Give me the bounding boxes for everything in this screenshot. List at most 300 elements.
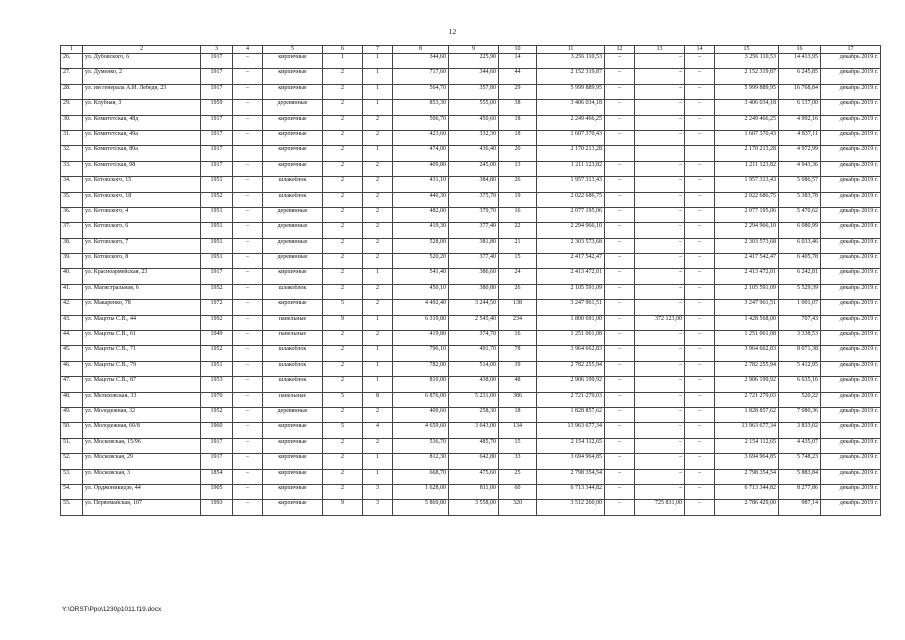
cell-deadline: декабрь 2019 г. <box>821 377 881 392</box>
cell-floors: 2 <box>323 207 363 222</box>
cell-total-cost: 2 077 195,06 <box>537 207 605 222</box>
cell-deadline: декабрь 2019 г. <box>821 392 881 407</box>
cell-entrances: 2 <box>363 407 393 422</box>
cell-col-13 <box>635 146 685 161</box>
cell-total-area: 409,60 <box>393 407 449 422</box>
cell-total-cost: 3 512 260,00 <box>537 500 605 515</box>
table-row <box>61 269 881 284</box>
cell-fund-cost: 1 211 123,82 <box>715 161 779 176</box>
cell-total-cost: 2 413 472,01 <box>537 269 605 284</box>
cell-address: ул. Мацоты С.В., 61 <box>83 331 201 346</box>
header-cell-14: 14 <box>685 46 715 54</box>
cell-col-13: – <box>635 84 685 99</box>
cell-fund-cost: 3 256 110,53 <box>715 54 779 69</box>
cell-deadline: декабрь 2019 г. <box>821 284 881 299</box>
cell-row-number: 43. <box>61 315 83 330</box>
cell-col-13: – <box>635 100 685 115</box>
cell-cost-per-m2: 16 768,84 <box>779 84 821 99</box>
cell-entrances: 1 <box>363 84 393 99</box>
cell-row-number: 39. <box>61 254 83 269</box>
cell-living-area: 384,80 <box>449 177 499 192</box>
cell-deadline: декабрь 2019 г. <box>821 454 881 469</box>
cell-col-12: – <box>605 269 635 284</box>
cell-wall-material: шлакоблок <box>263 346 323 361</box>
cell-wall-material: деревянные <box>263 254 323 269</box>
header-cell-4: 4 <box>233 46 263 54</box>
cell-build-year: 1952 <box>201 192 233 207</box>
cell-fund-cost: 1 828 857,62 <box>715 407 779 422</box>
cell-col-12: – <box>605 454 635 469</box>
cell-col-4: – <box>233 469 263 484</box>
cell-col-12: – <box>605 407 635 422</box>
cell-living-area: 2 545,40 <box>449 315 499 330</box>
cell-build-year: 1917 <box>201 454 233 469</box>
cell-col-12: – <box>605 177 635 192</box>
cell-total-area: 853,30 <box>393 100 449 115</box>
cell-residents: 234 <box>499 315 537 330</box>
header-cell-7: 7 <box>363 46 393 54</box>
header-cell-16: 16 <box>779 46 821 54</box>
cell-living-area: 381,80 <box>449 238 499 253</box>
cell-build-year: 1952 <box>201 284 233 299</box>
cell-col-13: – <box>635 269 685 284</box>
cell-wall-material: кирпичные <box>263 454 323 469</box>
cell-build-year: 1951 <box>201 207 233 222</box>
cell-wall-material: деревянные <box>263 407 323 422</box>
cell-wall-material: панельные <box>263 392 323 407</box>
cell-deadline: декабрь 2019 г. <box>821 69 881 84</box>
header-cell-8: 8 <box>393 46 449 54</box>
cell-row-number: 48. <box>61 392 83 407</box>
cell-entrances: 1 <box>363 361 393 376</box>
cell-residents: 16 <box>499 207 537 222</box>
cell-col-12: – <box>605 377 635 392</box>
cell-address: ул. Мацоты С.В., 87 <box>83 377 201 392</box>
cell-entrances: 2 <box>363 238 393 253</box>
cell-col-14: – <box>685 223 715 238</box>
cell-col-4: – <box>233 161 263 176</box>
cell-wall-material: кирпичные <box>263 161 323 176</box>
cell-residents: 19 <box>499 192 537 207</box>
cell-col-4 <box>233 146 263 161</box>
cell-residents: 138 <box>499 300 537 315</box>
cell-total-cost: 1 607 370,43 <box>537 130 605 145</box>
cell-col-13: – <box>635 484 685 499</box>
cell-row-number: 33. <box>61 161 83 176</box>
cell-col-4: – <box>233 423 263 438</box>
cell-col-12: – <box>605 315 635 330</box>
table-row <box>61 177 881 192</box>
cell-col-4: – <box>233 377 263 392</box>
cell-col-12: – <box>605 254 635 269</box>
cell-build-year: 1970 <box>201 392 233 407</box>
table-row <box>61 192 881 207</box>
cell-address: ул. Котовского, 4 <box>83 207 201 222</box>
cell-col-4: – <box>233 130 263 145</box>
cell-address: ул. Мацоты С.В., 44 <box>83 315 201 330</box>
cell-entrances: 1 <box>363 54 393 69</box>
cell-row-number: 50. <box>61 423 83 438</box>
cell-address: ул. Котовского, 15 <box>83 177 201 192</box>
cell-total-area: 520,20 <box>393 254 449 269</box>
header-cell-15: 15 <box>715 46 779 54</box>
table-row <box>61 500 881 515</box>
header-cell-1: 1 <box>61 46 83 54</box>
cell-deadline: декабрь 2019 г. <box>821 84 881 99</box>
cell-address: ул. им генерала А.И. Лебедя, 23 <box>83 84 201 99</box>
cell-col-13: – <box>635 207 685 222</box>
cell-col-12: – <box>605 115 635 130</box>
cell-floors: 2 <box>323 361 363 376</box>
cell-residents: 14 <box>499 54 537 69</box>
cell-col-4: – <box>233 315 263 330</box>
cell-fund-cost: 2 413 472,01 <box>715 269 779 284</box>
cell-col-12: – <box>605 438 635 453</box>
cell-address: ул. Котовского, 7 <box>83 238 201 253</box>
header-cell-5: 5 <box>263 46 323 54</box>
header-row <box>61 46 881 54</box>
cell-build-year: 1951 <box>201 254 233 269</box>
table-row <box>61 84 881 99</box>
cell-col-14: – <box>685 207 715 222</box>
cell-wall-material: панельные <box>263 315 323 330</box>
cell-cost-per-m2: 4 943,36 <box>779 161 821 176</box>
cell-col-13: – <box>635 300 685 315</box>
cell-build-year: 1952 <box>201 407 233 422</box>
cell-residents: 21 <box>499 238 537 253</box>
cell-col-14: – <box>685 454 715 469</box>
cell-total-cost: 2 906 199,92 <box>537 377 605 392</box>
cell-col-13: – <box>635 407 685 422</box>
cell-row-number: 55. <box>61 500 83 515</box>
cell-col-14: – <box>685 130 715 145</box>
cell-build-year: 1951 <box>201 177 233 192</box>
cell-cost-per-m2: 6 405,78 <box>779 254 821 269</box>
cell-entrances: 3 <box>363 484 393 499</box>
header-cell-13: 13 <box>635 46 685 54</box>
cell-row-number: 40. <box>61 269 83 284</box>
cell-total-area: 440,30 <box>393 192 449 207</box>
cell-total-area: 536,70 <box>393 438 449 453</box>
cell-wall-material: деревянные <box>263 238 323 253</box>
cell-living-area: 438,00 <box>449 377 499 392</box>
cell-residents: 16 <box>499 331 537 346</box>
cell-row-number: 35. <box>61 192 83 207</box>
cell-col-12: – <box>605 346 635 361</box>
cell-address: ул. Первомайская, 107 <box>83 500 201 515</box>
table-row <box>61 69 881 84</box>
cell-cost-per-m2: 5 529,39 <box>779 284 821 299</box>
cell-fund-cost: 2 906 199,92 <box>715 377 779 392</box>
cell-address: ул. Думенко, 2 <box>83 69 201 84</box>
cell-living-area: 258,30 <box>449 407 499 422</box>
cell-col-13: – <box>635 238 685 253</box>
cell-fund-cost: 3 247 961,51 <box>715 300 779 315</box>
cell-build-year: 1953 <box>201 377 233 392</box>
cell-col-4: – <box>233 454 263 469</box>
cell-col-13: – <box>635 438 685 453</box>
cell-fund-cost: 5 999 889,95 <box>715 84 779 99</box>
cell-residents: 13 <box>499 161 537 176</box>
cell-fund-cost: 1 957 313,43 <box>715 177 779 192</box>
cell-row-number: 42. <box>61 300 83 315</box>
cell-floors: 2 <box>323 269 363 284</box>
cell-fund-cost: 3 694 964,85 <box>715 454 779 469</box>
cell-row-number: 45. <box>61 346 83 361</box>
cell-total-cost: 2 417 542,47 <box>537 254 605 269</box>
cell-wall-material: кирпичные <box>263 54 323 69</box>
cell-fund-cost: 1 251 061,08 <box>715 331 779 346</box>
cell-build-year: 1854 <box>201 469 233 484</box>
cell-total-area: 782,00 <box>393 361 449 376</box>
cell-fund-cost: 2 105 591,09 <box>715 284 779 299</box>
cell-total-cost: 1 211 123,82 <box>537 161 605 176</box>
cell-fund-cost: 13 963 677,34 <box>715 423 779 438</box>
cell-address: ул. Мацоты С.В., 71 <box>83 346 201 361</box>
cell-col-4: – <box>233 223 263 238</box>
cell-total-area: 482,00 <box>393 207 449 222</box>
cell-deadline: декабрь 2019 г. <box>821 254 881 269</box>
cell-residents: 22 <box>499 223 537 238</box>
cell-col-12: – <box>605 69 635 84</box>
cell-row-number: 53. <box>61 469 83 484</box>
cell-total-area: 474,00 <box>393 146 449 161</box>
cell-col-13: – <box>635 54 685 69</box>
cell-col-12: – <box>605 392 635 407</box>
cell-living-area: 377,40 <box>449 223 499 238</box>
cell-col-12: – <box>605 423 635 438</box>
cell-living-area: 225,90 <box>449 54 499 69</box>
cell-total-area: 528,00 <box>393 238 449 253</box>
cell-deadline: декабрь 2019 г. <box>821 300 881 315</box>
cell-col-14: – <box>685 238 715 253</box>
cell-col-14: – <box>685 69 715 84</box>
cell-total-area: 431,10 <box>393 177 449 192</box>
cell-total-cost: 2 249 466,25 <box>537 115 605 130</box>
cell-col-12: – <box>605 130 635 145</box>
cell-col-4: – <box>233 100 263 115</box>
table-row <box>61 207 881 222</box>
cell-total-cost: 3 247 961,51 <box>537 300 605 315</box>
cell-row-number: 32. <box>61 146 83 161</box>
cell-col-12: – <box>605 161 635 176</box>
cell-living-area: 475,60 <box>449 469 499 484</box>
cell-deadline: декабрь 2019 г. <box>821 500 881 515</box>
cell-entrances: 4 <box>363 423 393 438</box>
cell-deadline: декабрь 2019 г. <box>821 438 881 453</box>
cell-entrances: 2 <box>363 254 393 269</box>
register-table <box>60 45 881 516</box>
cell-col-13: – <box>635 161 685 176</box>
cell-wall-material: кирпичные <box>263 438 323 453</box>
cell-fund-cost: 3 964 662,83 <box>715 346 779 361</box>
cell-address: ул. Молодежная, 32 <box>83 407 201 422</box>
cell-address: ул. Комитетская, 49а <box>83 130 201 145</box>
cell-cost-per-m2: 1 001,07 <box>779 300 821 315</box>
cell-address: ул. Котовского, 6 <box>83 223 201 238</box>
cell-build-year: 1951 <box>201 223 233 238</box>
cell-deadline: декабрь 2019 г. <box>821 54 881 69</box>
cell-total-cost: 3 406 034,18 <box>537 100 605 115</box>
cell-cost-per-m2: 8 071,38 <box>779 346 821 361</box>
cell-fund-cost: 2 786 429,00 <box>715 500 779 515</box>
cell-row-number: 29. <box>61 100 83 115</box>
cell-residents: 15 <box>499 438 537 453</box>
cell-deadline: декабрь 2019 г. <box>821 207 881 222</box>
cell-col-14: – <box>685 392 715 407</box>
cell-cost-per-m2: 5 470,62 <box>779 207 821 222</box>
cell-fund-cost: 1 428 568,00 <box>715 315 779 330</box>
table-row <box>61 161 881 176</box>
cell-col-13: – <box>635 284 685 299</box>
cell-row-number: 27. <box>61 69 83 84</box>
cell-residents: 39 <box>499 361 537 376</box>
cell-residents: 60 <box>499 484 537 499</box>
cell-residents: 24 <box>499 269 537 284</box>
cell-floors: 2 <box>323 177 363 192</box>
cell-build-year: 1917 <box>201 146 233 161</box>
cell-col-4: – <box>233 284 263 299</box>
cell-wall-material: шлакоблок <box>263 361 323 376</box>
cell-cost-per-m2: 4 972,99 <box>779 146 821 161</box>
cell-cost-per-m2: 6 033,46 <box>779 238 821 253</box>
cell-living-area: 642,80 <box>449 454 499 469</box>
table-row <box>61 392 881 407</box>
cell-row-number: 47. <box>61 377 83 392</box>
cell-build-year: 1917 <box>201 84 233 99</box>
cell-floors: 2 <box>323 346 363 361</box>
cell-col-14: – <box>685 315 715 330</box>
header-cell-10: 10 <box>499 46 537 54</box>
cell-residents: 134 <box>499 423 537 438</box>
cell-address: ул. Котовского, 8 <box>83 254 201 269</box>
cell-col-14: – <box>685 115 715 130</box>
header-cell-9: 9 <box>449 46 499 54</box>
cell-residents: 25 <box>499 469 537 484</box>
cell-living-area: 5 231,00 <box>449 392 499 407</box>
cell-col-4: – <box>233 69 263 84</box>
cell-cost-per-m2: 4 992,16 <box>779 115 821 130</box>
table-row <box>61 223 881 238</box>
cell-floors: 2 <box>323 161 363 176</box>
cell-col-14: – <box>685 377 715 392</box>
cell-col-13: 372 123,00 <box>635 315 685 330</box>
cell-floors: 2 <box>323 69 363 84</box>
cell-col-13: – <box>635 223 685 238</box>
table-row <box>61 284 881 299</box>
cell-deadline: декабрь 2019 г. <box>821 484 881 499</box>
cell-col-14: – <box>685 361 715 376</box>
cell-wall-material: кирпичные <box>263 130 323 145</box>
cell-address: ул. Комитетская, 48д <box>83 115 201 130</box>
cell-col-12: – <box>605 331 635 346</box>
cell-fund-cost: 2 170 213,28 <box>715 146 779 161</box>
cell-total-cost: 3 964 662,83 <box>537 346 605 361</box>
cell-entrances: 2 <box>363 192 393 207</box>
cell-address: ул. Дубовского, 6 <box>83 54 201 69</box>
cell-total-cost: 1 800 691,00 <box>537 315 605 330</box>
cell-build-year: 1917 <box>201 269 233 284</box>
cell-wall-material: шлакоблок <box>263 177 323 192</box>
cell-floors: 5 <box>323 423 363 438</box>
cell-deadline: декабрь 2019 г. <box>821 238 881 253</box>
cell-fund-cost: 2 249 466,25 <box>715 115 779 130</box>
cell-entrances: 1 <box>363 100 393 115</box>
cell-entrances: 1 <box>363 269 393 284</box>
cell-col-14: – <box>685 192 715 207</box>
cell-col-14: – <box>685 469 715 484</box>
cell-cost-per-m2: 6 080,99 <box>779 223 821 238</box>
cell-build-year: 1917 <box>201 161 233 176</box>
cell-deadline: декабрь 2019 г. <box>821 115 881 130</box>
table-row <box>61 115 881 130</box>
cell-deadline: декабрь 2019 г. <box>821 146 881 161</box>
cell-address: ул. Комитетская, 98 <box>83 161 201 176</box>
cell-col-4: – <box>233 484 263 499</box>
cell-row-number: 38. <box>61 238 83 253</box>
cell-living-area: 811,00 <box>449 484 499 499</box>
cell-residents: 29 <box>499 84 537 99</box>
cell-deadline: декабрь 2019 г. <box>821 469 881 484</box>
cell-fund-cost: 2 417 542,47 <box>715 254 779 269</box>
cell-col-12: – <box>605 484 635 499</box>
cell-entrances: 1 <box>363 315 393 330</box>
table-row <box>61 469 881 484</box>
cell-cost-per-m2: 5 748,23 <box>779 454 821 469</box>
cell-build-year: 1949 <box>201 331 233 346</box>
page-number: 12 <box>448 27 457 36</box>
cell-build-year: 1959 <box>201 100 233 115</box>
cell-col-13: – <box>635 423 685 438</box>
cell-cost-per-m2: 3 338,53 <box>779 331 821 346</box>
cell-residents: 20 <box>499 146 537 161</box>
cell-entrances: 2 <box>363 284 393 299</box>
cell-cost-per-m2: 6 242,81 <box>779 269 821 284</box>
cell-residents: 26 <box>499 284 537 299</box>
cell-total-area: 4 492,40 <box>393 300 449 315</box>
cell-cost-per-m2: 520,22 <box>779 392 821 407</box>
cell-build-year: 1993 <box>201 500 233 515</box>
table-row <box>61 454 881 469</box>
cell-wall-material: кирпичные <box>263 500 323 515</box>
cell-wall-material: шлакоблок <box>263 377 323 392</box>
cell-cost-per-m2: 14 413,95 <box>779 54 821 69</box>
cell-wall-material: кирпичные <box>263 300 323 315</box>
cell-cost-per-m2: 5 883,84 <box>779 469 821 484</box>
cell-total-cost: 3 694 964,85 <box>537 454 605 469</box>
cell-cost-per-m2: 6 635,16 <box>779 377 821 392</box>
cell-total-area: 564,70 <box>393 84 449 99</box>
cell-col-14: – <box>685 284 715 299</box>
cell-total-cost: 1 957 313,43 <box>537 177 605 192</box>
cell-total-cost: 2 154 112,65 <box>537 438 605 453</box>
cell-deadline: декабрь 2019 г. <box>821 177 881 192</box>
cell-living-area: 485,70 <box>449 438 499 453</box>
cell-col-13: – <box>635 361 685 376</box>
cell-floors: 2 <box>323 84 363 99</box>
cell-fund-cost: 2 798 354,54 <box>715 469 779 484</box>
cell-residents: 78 <box>499 346 537 361</box>
cell-build-year: 1917 <box>201 438 233 453</box>
cell-cost-per-m2: 5 086,57 <box>779 177 821 192</box>
cell-fund-cost: 2 294 966,10 <box>715 223 779 238</box>
cell-residents: 48 <box>499 377 537 392</box>
cell-total-area: 1 628,00 <box>393 484 449 499</box>
cell-address: ул. Московская, 15/96 <box>83 438 201 453</box>
cell-col-12: – <box>605 84 635 99</box>
cell-floors: 2 <box>323 469 363 484</box>
cell-fund-cost: 3 406 034,18 <box>715 100 779 115</box>
